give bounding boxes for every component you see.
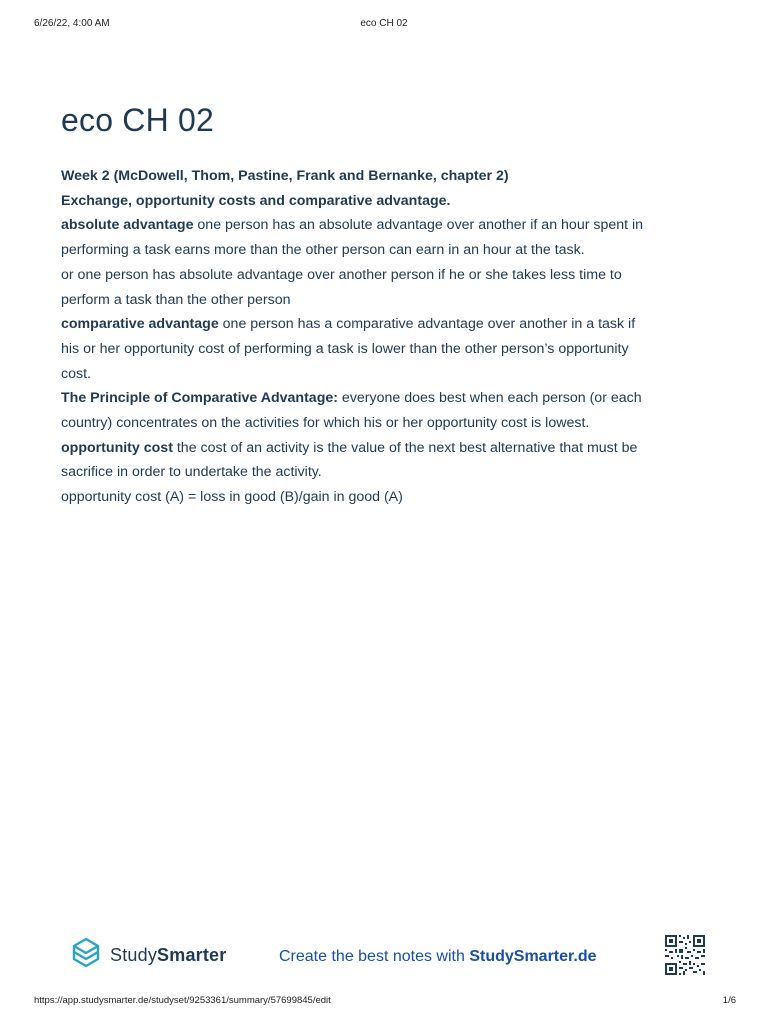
document-content <box>61 96 711 510</box>
principle-def-1: everyone does best when each person (or each <box>337 390 642 407</box>
document-body <box>61 164 711 510</box>
absolute-line-1 <box>61 213 711 238</box>
opportunity-line-1 <box>61 436 711 461</box>
tagline-link[interactable]: StudySmarter.de <box>469 948 597 965</box>
studysmarter-logo-icon <box>68 935 104 976</box>
logo-text-regular: Study <box>110 944 158 965</box>
week-line-text: Week 2 (McDowell, Thom, Pastine, Frank and Bernanke, chapter 2) <box>61 168 509 184</box>
comparative-term: comparative advantage <box>61 316 219 333</box>
comparative-line-3: cost. <box>61 365 91 382</box>
comparative-def-1: one person has a comparative advantage over another in a task if <box>218 316 636 333</box>
opportunity-def-1: the cost of an activity is the value of the next best alternative that must be <box>172 439 638 456</box>
page-number: 1/6 <box>722 995 736 1006</box>
tagline-regular: Create the best notes with <box>279 948 470 965</box>
opportunity-line-2: sacrifice in order to undertake the activity. <box>61 464 322 481</box>
absolute-line-3: or one person has absolute advantage over another person if he or she takes less time to <box>61 266 622 283</box>
comparative-line-1 <box>61 312 711 337</box>
print-footer <box>34 995 736 1009</box>
subtitle-line <box>61 189 711 214</box>
print-title: eco CH 02 <box>360 18 408 29</box>
opportunity-term: opportunity cost <box>61 439 173 456</box>
studysmarter-footer <box>0 934 768 982</box>
absolute-line-2: performing a task earns more than the other person can earn in an hour at the task. <box>61 242 585 259</box>
subtitle-text: Exchange, opportunity costs and comparative advantage. <box>61 192 451 209</box>
opportunity-formula: opportunity cost (A) = loss in good (B)/gain in good (A) <box>61 489 403 506</box>
logo-text-bold: Smarter <box>157 944 227 965</box>
absolute-line-4: perform a task than the other person <box>61 291 291 308</box>
studysmarter-wordmark <box>110 945 226 966</box>
week-line <box>61 164 711 189</box>
page-title: eco CH 02 <box>61 102 214 138</box>
footer-tagline[interactable] <box>279 948 596 966</box>
absolute-term: absolute advantage <box>61 217 194 234</box>
principle-term: The Principle of Comparative Advantage: <box>61 390 338 407</box>
principle-line-2: country) concentrates on the activities for which his or her opportunity cost is lowest. <box>61 415 590 432</box>
studysmarter-logo[interactable] <box>68 938 226 972</box>
print-url: https://app.studysmarter.de/studyset/9253361/summary/57699845/edit <box>34 995 331 1006</box>
print-date: 6/26/22, 4:00 AM <box>34 18 110 29</box>
comparative-line-2: his or her opportunity cost of performing a task is lower than the other person’s opportunity <box>61 340 629 357</box>
print-header <box>34 18 734 32</box>
absolute-def-1: one person has an absolute advantage over another if an hour spent in <box>193 217 644 234</box>
qr-code-icon[interactable] <box>664 934 706 976</box>
principle-line-1 <box>61 386 711 411</box>
